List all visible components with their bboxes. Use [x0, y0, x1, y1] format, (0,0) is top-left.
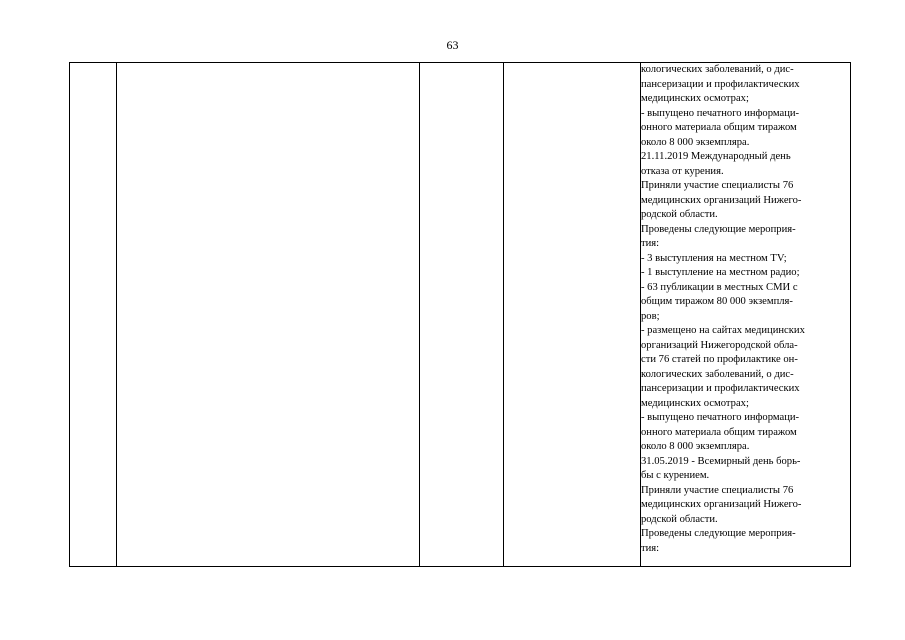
text-line: Проведены следующие мероприя-: [641, 223, 796, 235]
text-line: кологических заболеваний, о дис-: [641, 368, 794, 380]
text-line: тия:: [641, 238, 660, 249]
table-cell-results: [641, 63, 851, 567]
table-row: [70, 63, 851, 567]
text-line: - выпущено печатного информаци-: [641, 107, 800, 119]
text-line: пансеризации и профилактических: [641, 383, 800, 394]
text-line: пансеризации и профилактических: [641, 78, 800, 90]
text-line: ров;: [641, 310, 660, 322]
text-line: - выпущено печатного информаци-: [641, 412, 800, 423]
text-line: - 3 выступления на местном TV;: [641, 252, 787, 264]
text-line: бы с курением.: [641, 470, 710, 481]
text-line: родской области.: [641, 513, 718, 525]
text-line: онного материала общим тиражом: [641, 122, 797, 133]
text-line: 31.05.2019 - Всемирный день борь-: [641, 455, 801, 467]
text-line: - размещено на сайтах медицинских: [641, 325, 805, 336]
text-line: организаций Нижегородской обла-: [641, 339, 798, 351]
document-table: [69, 62, 851, 567]
text-line: около 8 000 экземпляра.: [641, 136, 750, 148]
text-line: онного материала общим тиражом: [641, 426, 797, 438]
text-line: тия:: [641, 542, 660, 554]
text-line: медицинских осмотрах;: [641, 93, 749, 104]
text-line: Приняли участие специалисты 76: [641, 484, 794, 496]
text-line: общим тиражом 80 000 экземпля-: [641, 296, 793, 307]
text-line: медицинских организаций Нижего-: [641, 499, 802, 510]
table-cell-number: [70, 63, 117, 567]
text-line: медицинских осмотрах;: [641, 397, 749, 409]
text-line: отказа от курения.: [641, 165, 724, 177]
table-cell-activity: [117, 63, 420, 567]
text-line: сти 76 статей по профилактике он-: [641, 354, 798, 365]
text-line: 21.11.2019 Международный день: [641, 151, 791, 162]
text-line: кологических заболеваний, о дис-: [641, 64, 794, 75]
text-line: около 8 000 экземпляра.: [641, 441, 750, 452]
text-line: - 1 выступление на местном радио;: [641, 267, 800, 278]
page-number: 63: [446, 38, 459, 52]
results-text: [641, 63, 850, 556]
table-cell-responsible: [504, 63, 641, 567]
text-line: Приняли участие специалисты 76: [641, 180, 794, 191]
text-line: Проведены следующие мероприя-: [641, 528, 796, 539]
text-line: медицинских организаций Нижего-: [641, 194, 802, 206]
text-line: родской области.: [641, 209, 718, 220]
table-cell-deadline: [420, 63, 504, 567]
text-line: - 63 публикации в местных СМИ с: [641, 281, 798, 293]
